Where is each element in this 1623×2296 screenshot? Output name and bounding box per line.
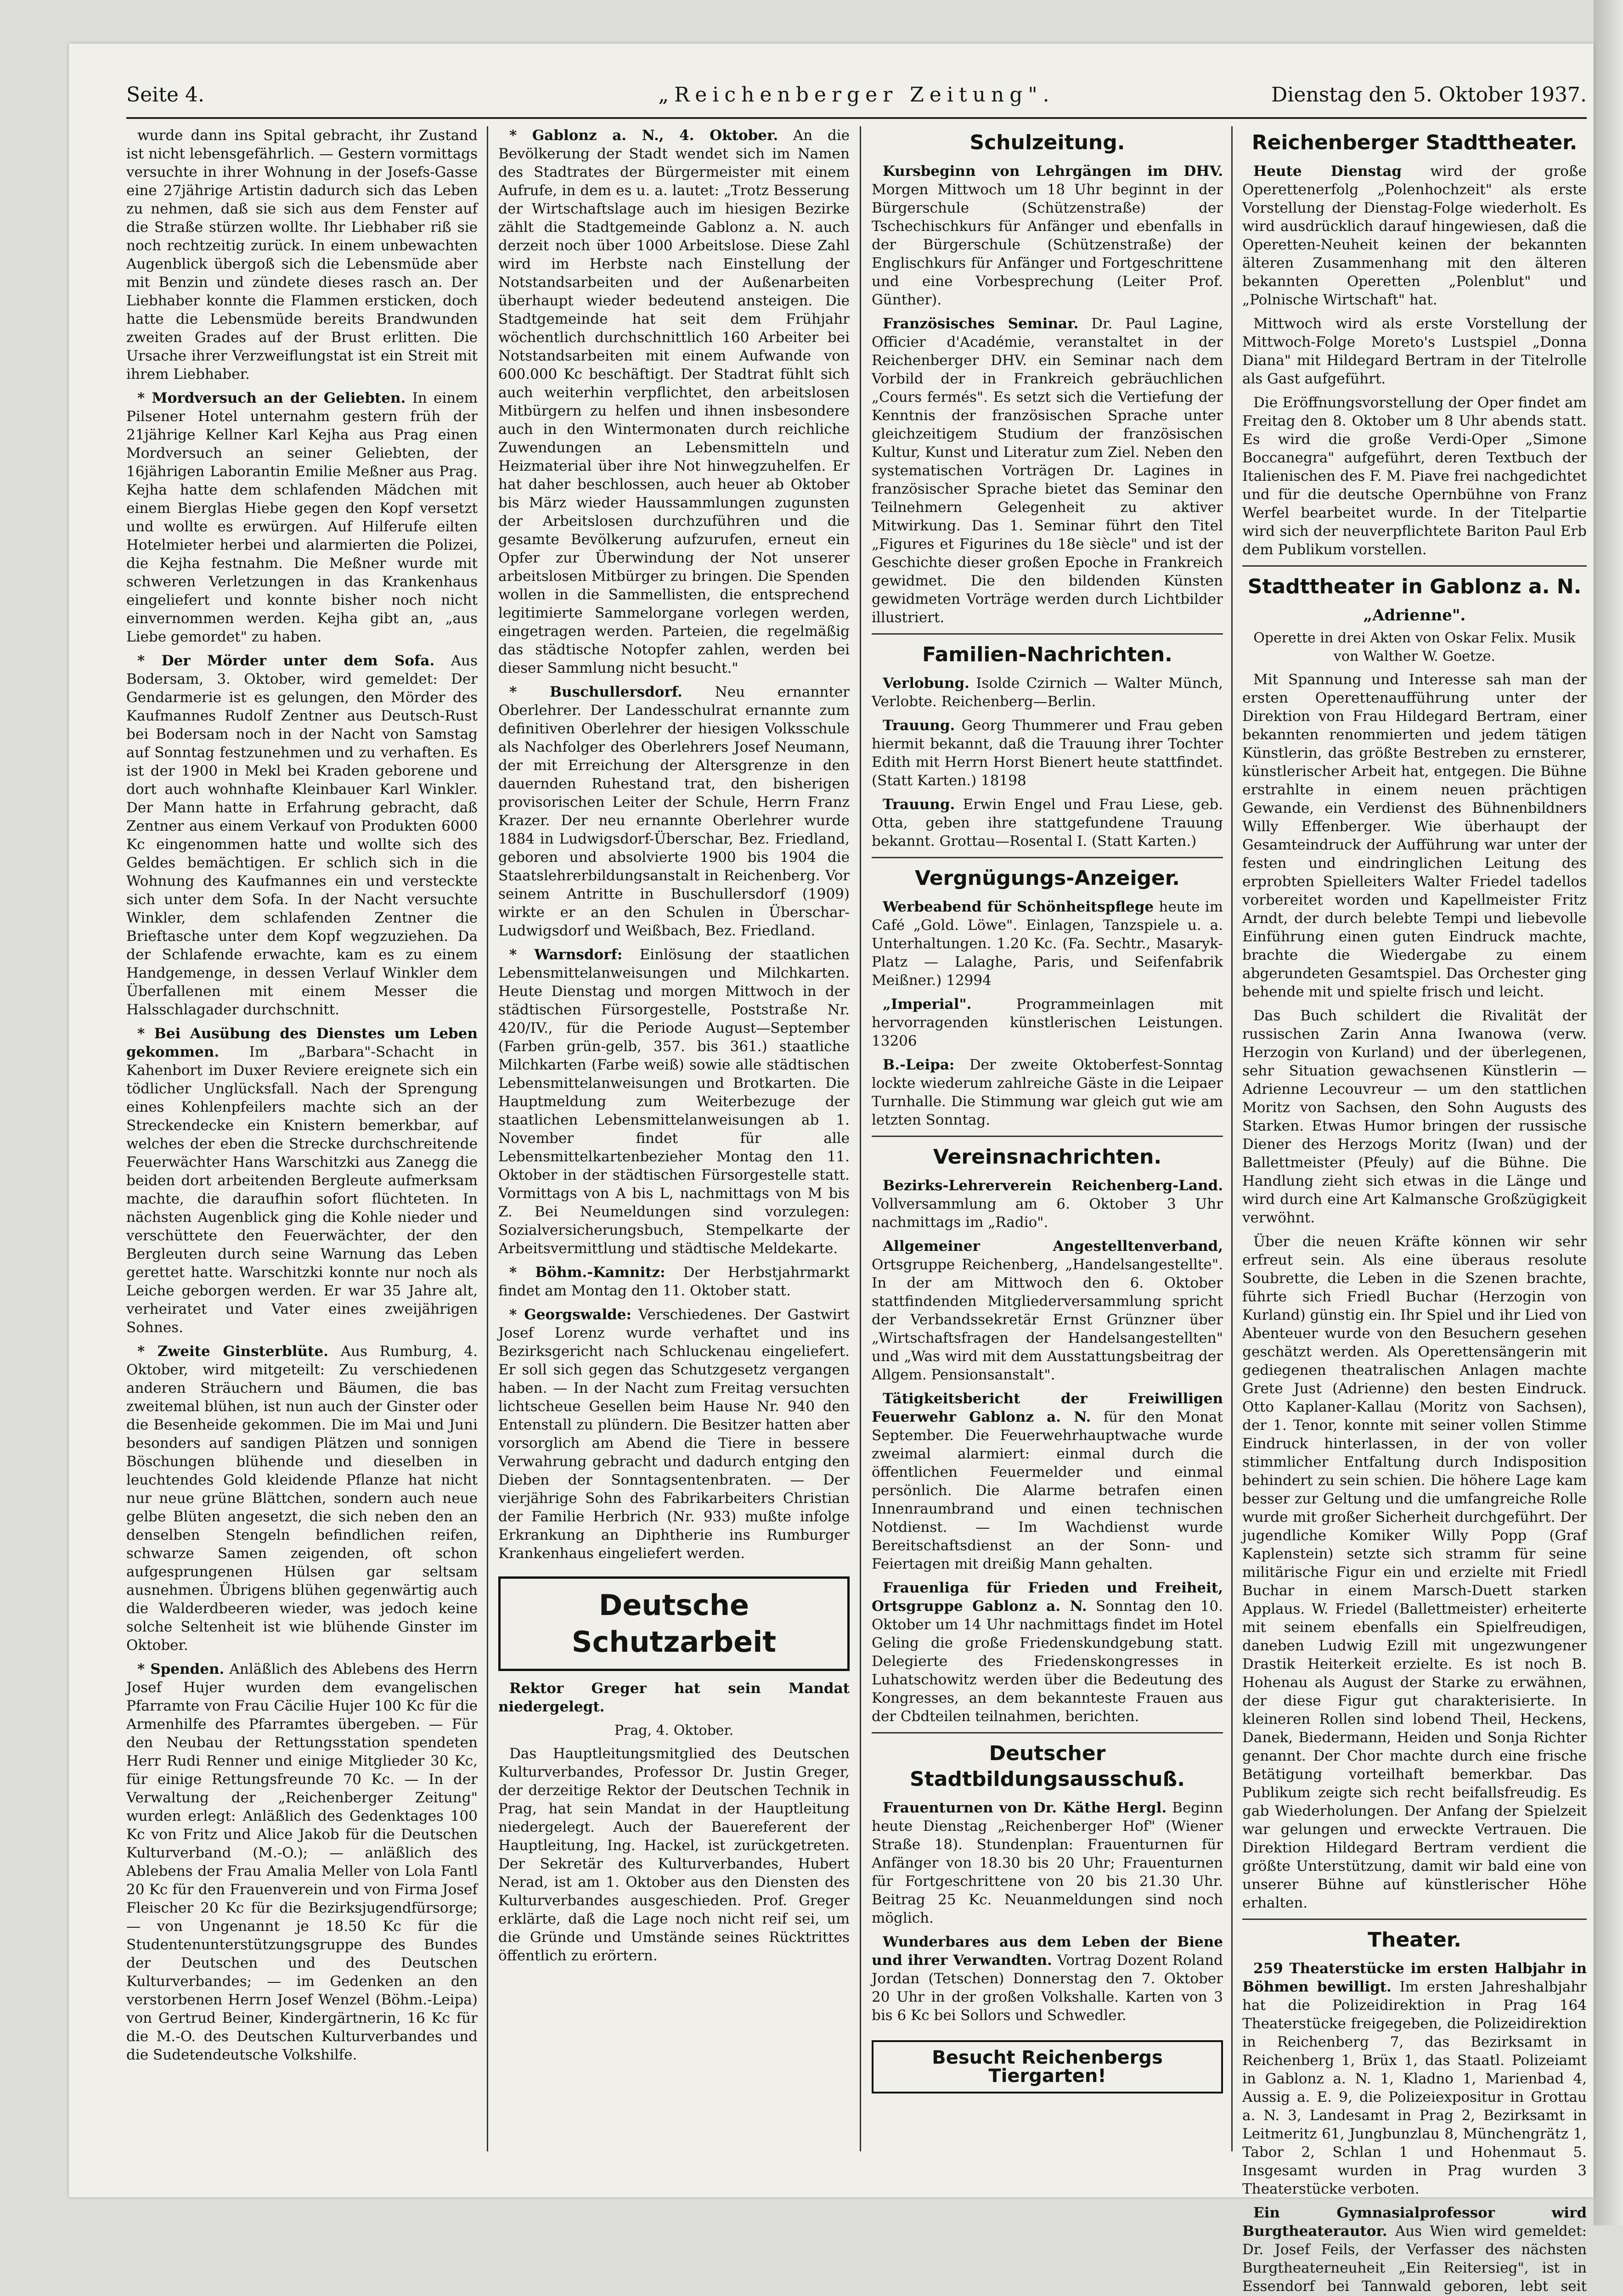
column-1 bbox=[126, 126, 478, 2151]
article-headline: Verlobung. bbox=[883, 675, 969, 692]
article bbox=[498, 683, 850, 940]
article-text: Erwin Engel und Frau Liese, geb. Otta, geben ihre stattgefundene Trauung bekannt. Grottau—Rosental I. (Statt Karten.) bbox=[872, 796, 1223, 850]
article-text: heute im Café „Gold. Löwe". Einlagen, Tanzspiele u. a. Unterhaltungen. 1.20 Kc. (Fa. Sechtr., Masaryk-Platz — Lalaghe, Paris, und Seifenfabrik Meißner.) 12994 bbox=[872, 899, 1223, 989]
article-headline: Trauung. bbox=[883, 796, 955, 813]
article-headline: Ein Gymnasialprofessor wird Burgtheaterautor. bbox=[1242, 2205, 1587, 2240]
article-text: Der Herbstjahrmarkt findet am Montag den 11. Oktober statt. bbox=[498, 1264, 850, 1299]
article-text: wurde dann ins Spital gebracht, ihr Zustand ist nicht lebensgefährlich. — Gestern vormittags versuchte in ihrer Wohnung in der Josefs-Gasse eine 27jährige Artistin dadurch sich das Leben zu nehmen, daß sie sich aus dem Fenster auf die Straße stürzen wollte. Ihr Liebhaber riß sie noch rechtzeitig zurück. In einem unbewachten Augenblick übergoß sich die Lebensmüde aber mit Benzin und zündete dieses rasch an. Der Liebhaber konnte die Flammen ersticken, doch hatte die Lebensmüde bereits Brandwunden zweiten Grades auf der Brust erlitten. Die Ursache ihrer Verzweiflungstat ist ein Streit mit ihrem Liebhaber. bbox=[126, 127, 478, 383]
dateline: Prag, 4. Oktober. bbox=[614, 1722, 734, 1739]
article-text: Das Hauptleitungsmitglied des Deutschen Kulturverbandes, Professor Dr. Justin Greger, der derzeitige Rektor der Deutschen Technik in Prag, hat sein Mandat in der Hauptleitung niedergelegt. Auch der Bauereferent der Hauptleitung, Ing. Hackel, ist zurückgetreten. Der Sekretär des Kulturverbandes, Hubert Nerad, ist am 1. Oktober aus den Diensten des Kulturverbandes ausgeschieden. Prof. Greger erklärte, daß die Lage noch nicht reif sei, um die Gründe und Umstände seines Rücktrittes öffentlich zu erörtern. bbox=[498, 1745, 850, 1964]
article-text: Mittwoch wird als erste Vorstellung der Mittwoch-Folge Moreto's Lustspiel „Donna Diana" mit Hildegard Bertram in der Titelrolle als Gast aufgeführt. bbox=[1242, 315, 1587, 387]
article bbox=[498, 1263, 850, 1300]
divider bbox=[872, 633, 1223, 635]
divider bbox=[1242, 565, 1587, 567]
article-text: Anläßlich des Ablebens des Herrn Josef Hujer wurden dem evangelischen Pfarramte von Frau Cäcilie Hujer 100 Kc für die Armenhilfe des Pfarramtes übergeben. — Für den Neubau der Rettungsstation spendeten Herr Rudi Renner und einige Mitglieder 30 Kc, für einige Rettungsfreunde 70 Kc. — In der Verwaltung der „Reichenberger Zeitung" wurden erlegt: Anläßlich des Gedenktages 100 Kc von Fritz und Alice Jakob für die Deutschen Kulturverband (M.-O.); — anläßlich des Ablebens der Frau Amalia Meller von Lola Fantl 20 Kc für den Frauenverein und von Firma Josef Fleischer 20 Kc für die Bezirksjugendfürsorge; — von Ungenannt je 18.50 Kc für die Studentenunterstützungsgruppe des Bundes der Deutschen und des Deutschen Kulturverbandes; — im Gedenken an den verstorbenen Herrn Josef Wenzel (Böhm.-Leipa) von Gertrud Beiner, Kindergärtnerin, 16 Kc für die M.-O. des Deutschen Kulturverbandes und die Sudetendeutsche Volkshilfe. bbox=[126, 1661, 478, 2063]
column-4 bbox=[1242, 126, 1587, 2295]
article-text: Dr. Paul Lagine, Officier d'Académie, veranstaltet in der Reichenberger DHV. ein Seminar nach dem Vorbild der in Frankreich gebräuchlichen „Cours fermés". Es setzt sich die Vertiefung der Kenntnis der französischen Sprache unter gleichzeitigem Studium der französischen Kultur, Kunst und Literatur zum Ziel. Neben den systematischen Vorträgen Dr. Lagines in französischer Sprache bietet das Seminar den Teilnehmern Gelegenheit zu aktiver Mitwirkung. Das 1. Seminar führt den Titel „Figures et Figurines du 18e siècle" und ist der Geschichte dieser großen Epoche in Frankreich gewidmet. Die den bildenden Künsten gewidmeten Vorträge werden durch Lichtbilder illustriert. bbox=[872, 315, 1223, 626]
article bbox=[872, 795, 1223, 850]
column-2 bbox=[498, 126, 850, 2151]
page-header bbox=[126, 80, 1587, 119]
article-text: An die Bevölkerung der Stadt wendet sich im Namen des Stadtrates der Bürgermeister mit einem Aufrufe, in dem es u. a. lautet: „Trotz Besserung der Wirtschaftslage auch im hiesigen Bezirke zählt die Stadtgemeinde Gablonz a. N. auch derzeit noch über 1000 Arbeitslose. Diese Zahl wird im Herbste nach Einstellung der Notstandsarbeiten und der Außenarbeiten überhaupt wieder bedeutend ansteigen. Die Stadtgemeinde hat seit dem Frühjahr wöchentlich durchschnittlich 160 Arbeiter bei Notstandsarbeiten mit einem Aufwande von 600.000 Kc beschäftigt. Der Stadtrat fühlt sich auch weiterhin verpflichtet, den arbeitslosen Mitbürgern zu helfen und ihnen insbesondere auch in den Wintermonaten durch reichliche Zuwendungen an Lebensmitteln und Heizmaterial über ihre Not hinwegzuhelfen. Er hat daher beschlossen, auch heuer ab Oktober bis März wieder Haussammlungen zugunsten der Arbeitslosen durchzuführen und die gesamte Bevölkerung aufzurufen, erneut ein Opfer zur Überwindung der Not unserer arbeitslosen Mitbürger zu bringen. Die Spenden wollen in die Sammellisten, die entsprechend legitimierte Sammelorgane vorlegen werden, eingetragen werden. Parteien, die regelmäßig das städtische Notopfer zahlen, werden bei dieser Sammlung nicht besucht." bbox=[498, 127, 850, 676]
article bbox=[498, 126, 850, 677]
article-headline: Heute Dienstag bbox=[1253, 163, 1402, 180]
page-number: Seite 4. bbox=[126, 83, 204, 107]
article bbox=[872, 674, 1223, 711]
section-title: Familien-Nachrichten. bbox=[922, 643, 1172, 666]
article-headline: * Warnsdorf: bbox=[509, 946, 623, 963]
advertisement-box: Besucht Reichenbergs Tiergarten! bbox=[872, 2040, 1223, 2093]
article-text: Verschiedenes. Der Gastwirt Josef Lorenz wurde verhaftet und ins Bezirksgericht nach Schluckenau eingeliefert. Er soll sich gegen das Schutzgesetz vergangen haben. — In der Nacht zum Freitag versuchten lichtscheue Gesellen beim Hause Nr. 940 den Entenstall zu plündern. Die Besitzer hatten aber vorsorglich am Abend die Tiere in bessere Verwahrung gebracht und dadurch entging den Dieben der Sonntagsentenbraten. — Der vierjährige Sohn des Fabrikarbeiters Christian der Familie Herbrich (Nr. 933) mußte infolge Erkrankung an Diphtherie ins Rumburger Krankenhaus eingeliefert werden. bbox=[498, 1306, 850, 1562]
article-headline: Rektor Greger hat sein Mandat niedergelegt. bbox=[498, 1680, 850, 1715]
article-headline: * Gablonz a. N., 4. Oktober. bbox=[509, 127, 778, 144]
article bbox=[872, 1579, 1223, 1726]
article-text: Im „Barbara"-Schacht in Kahenbort im Duxer Reviere ereignete sich ein tödlicher Unglücksfall. Nach der Sprengung eines Kohlenpfeilers machte sich an der Streckendecke ein Knistern bemerkbar, auf welches der eben die Strecke durchschreitende Feuerwächter Hans Warschitzki aus Zanegg die beiden dort arbeitenden Bergleute aufmerksam machte, die daraufhin sofort flüchteten. In nächsten Augenblick ging die Kohle nieder und verschüttete den Feuerwächter, der den Bergleuten durch seine Warnung das Leben gerettet hatte. Warschitzki konnte nur noch als Leiche geborgen werden. Er war 35 Jahre alt, verheiratet und Vater eines zweijährigen Sohnes. bbox=[126, 1044, 478, 1336]
article bbox=[872, 162, 1223, 309]
article-text: Isolde Czirnich — Walter Münch, Verlobte. Reichenberg—Berlin. bbox=[872, 675, 1223, 710]
article bbox=[126, 1660, 478, 2064]
article-headline: Frauenturnen von Dr. Käthe Hergl. bbox=[883, 1800, 1167, 1816]
article bbox=[498, 945, 850, 1258]
article bbox=[1242, 162, 1587, 309]
article-headline: * Der Mörder unter dem Sofa. bbox=[137, 653, 435, 669]
masthead-title: „Reichenberger Zeitung". bbox=[658, 83, 1055, 107]
article bbox=[126, 1024, 478, 1337]
article bbox=[872, 1933, 1223, 2025]
article-text: Aus Bodersam, 3. Oktober, wird gemeldet: Der Gendarmerie ist es gelungen, den Mörder des Kaufmannes Rudolf Zentner aus Deutsch-Rust bei Bodersam noch in der Nacht von Samstag auf Sonntag festzunehmen und zu verhaften. Es ist der 1900 in Mekl bei Kraden geborene und dort auch wohnhafte Kleinbauer Karl Winkler. Der Mann hatte in Erfahrung gebracht, daß Zentner aus einem Verkauf von Produkten 6000 Kc eingenommen hatte und wollte sich des Geldes bemächtigen. Er schlich sich in die Wohnung des Kaufmannes ein und versteckte sich unter dem Sofa. In der Nacht versuchte Winkler, dem schlafenden Zentner die Brieftasche unter dem Kopf wegzuziehen. Da der Schlafende erwachte, kam es zu einem Handgemenge, in dessen Verlauf Winkler dem Überfallenen mit einem Messer die Halsschlagader durchschnitt. bbox=[126, 653, 478, 1018]
article bbox=[872, 315, 1223, 627]
article-headline: * Spenden. bbox=[137, 1661, 225, 1677]
article bbox=[872, 1237, 1223, 1384]
column-rule bbox=[860, 126, 861, 2151]
article-headline bbox=[498, 1679, 850, 1716]
issue-date: Dienstag den 5. Oktober 1937. bbox=[1271, 83, 1587, 107]
divider bbox=[872, 1732, 1223, 1733]
article-headline: * Zweite Ginsterblüte. bbox=[137, 1343, 328, 1360]
article-text: Beginn heute Dienstag „Reichenberger Hof" (Wiener Straße 18). Stundenplan: Frauenturnen für Anfänger von 18.30 bis 20 Uhr; Frauenturnen für Fortgeschrittene von 20 bis 21.30 Uhr. Beitrag 25 Kc. Neuanmeldungen sind noch möglich. bbox=[872, 1800, 1223, 1926]
column-3 bbox=[872, 126, 1223, 2151]
article-text: Vollversammlung am 6. Oktober 3 Uhr nachmittags im „Radio". bbox=[872, 1196, 1223, 1231]
section-title: Schulzeitung. bbox=[969, 131, 1125, 154]
article bbox=[126, 652, 478, 1019]
article-headline: „Imperial". bbox=[883, 996, 972, 1013]
article-text: Morgen Mittwoch um 18 Uhr beginnt in der Bürgerschule (Schützenstraße) der Tschechischkurs für Anfänger und ebenfalls in der Bürgerschule (Schützenstraße) der Englischkurs für Anfänger und Fortgeschrittene und eine Vorbesprechung (Leiter Prof. Günther). bbox=[872, 181, 1223, 308]
article-text: Vortrag Dozent Roland Jordan (Tetschen) Donnerstag den 7. Oktober 20 Uhr in der großen Volkshalle. Karten von 3 bis 6 Kc bei Sollors und Schwedler. bbox=[872, 1952, 1223, 2024]
section-title: Deutscher Stadtbildungsausschuß. bbox=[910, 1742, 1185, 1791]
article-headline: Bezirks-Lehrerverein Reichenberg-Land. bbox=[883, 1177, 1223, 1194]
article-text: Die Eröffnungsvorstellung der Oper findet am Freitag den 8. Oktober um 8 Uhr abends statt. Es wird die große Verdi-Oper „Simone Boccanegra" aufgeführt, deren Textbuch der Italienischen des F. M. Piave frei nachgedichtet und für die deutsche Opernbühne von Franz Werfel bearbeitet wurde. In der Titelpartie wird sich der neuverpflichtete Bariton Paul Erb dem Publikum vorstellen. bbox=[1242, 394, 1587, 558]
column-rule bbox=[487, 126, 488, 2151]
article bbox=[872, 1390, 1223, 1573]
review-title: „Adrienne". bbox=[1363, 606, 1466, 625]
article-text: Das Buch schildert die Rivalität der russischen Zarin Anna Iwanowa (verw. Herzogin von Kurland) und der überlegenen, sehr Situation gewachsenen Künstlerin — Adrienne Lecouvreur — um den stattlichen Moritz von Sachsen, den Sohn Augusts des Starken. Etwas Humor bringen der russische Diener des Herzogs Moritz (Iwan) und der Ballettmeister (Pfeuly) auf die Bühne. Die Handlung zieht sich etwas in die Länge und wird durch eine Art Kalmansche Großzügigkeit verwöhnt. bbox=[1242, 1007, 1587, 1226]
article-headline: Allgemeiner Angestelltenverband, bbox=[883, 1238, 1223, 1255]
divider bbox=[1242, 1919, 1587, 1920]
article-headline: Trauung. bbox=[883, 717, 955, 734]
article-headline: * Georgswalde: bbox=[509, 1306, 631, 1323]
article-text: Georg Thummerer und Frau geben hiermit bekannt, daß die Trauung ihrer Tochter Edith mit Herrn Horst Bienert heute stattfindet. (Statt Karten.) 18198 bbox=[872, 717, 1223, 789]
article-text: Ortsgruppe Reichenberg, „Handelsangestellte". In der am Mittwoch den 6. Oktober stattfindenden Mitgliederversammlung spricht der Verbandssekretär Ernst Grünzner über „Wirtschaftsfragen der Handelsangestellten" und „Was wird mit dem Ausstattungsbeitrag der Allgem. Pensionsanstalt". bbox=[872, 1256, 1223, 1383]
article bbox=[498, 1306, 850, 1563]
article bbox=[1242, 2204, 1587, 2296]
section-title: Vereinsnachrichten. bbox=[933, 1145, 1162, 1169]
article-headline: Wunderbares aus dem Leben der Biene und ihrer Verwandten. bbox=[872, 1934, 1223, 1969]
article-headline: * Bei Ausübung des Dienstes um Leben gekommen. bbox=[126, 1025, 478, 1060]
article-headline: Kursbeginn von Lehrgängen im DHV. bbox=[883, 163, 1223, 180]
column-rule bbox=[1231, 126, 1233, 2151]
review-subtitle: Operette in drei Akten von Oskar Felix. Musik von Walther W. Goetze. bbox=[1253, 630, 1576, 664]
article bbox=[872, 995, 1223, 1050]
article-text: Im ersten Jahreshalbjahr hat die Polizeidirektion in Prag 164 Theaterstücke freigegeben, die Polizeidirektion in Reichenberg 7, das Bezirksamt in Reichenberg 1, Brüx 1, das Staatl. Polizeiamt in Gablonz a. N. 1, Kladno 1, Marienbad 4, Aussig a. E. 9, die Polizeiexpositur in Grottau a. N. 3, Landesamt in Prag 2, Bezirksamt in Leitmeritz 61, Jungbunzlau 8, Münchengrätz 1, Tabor 2, Schlan 1 und Hohenmaut 5. Insgesamt wurden in Prag wurden 3 Theaterstücke verboten. bbox=[1242, 1979, 1587, 2197]
article-text: Mit Spannung und Interesse sah man der ersten Operettenaufführung unter der Direktion von Frau Hildegard Bertram, einer bekannten renommierten und jedem tätigen Künstlerin, das größte Bestreben zu ernsterer, künstlerischer Arbeit hat, entgegen. Die Bühne erstrahlte in einem neuen prächtigen Gewande, ein Verdienst des Bühnenbildners Willy Effenberger. Wie überhaupt der Gesamteindruck der Aufführung war unter der festen und eindringlichen Leitung des erprobten Spielleiters Walter Friedel tadellos vorbereitet worden und Kapellmeister Fritz Arndt, der durch belebte Tempi und liebevolle Einführung einen guten Eindruck machte, brachte die Wiedergabe zu einem abgerundeten Gesamtspiel. Das Orchester ging behende mit und spielte frisch und leicht. bbox=[1242, 671, 1587, 1000]
article-headline: Frauenliga für Frieden und Freiheit, Ortsgruppe Gablonz a. N. bbox=[872, 1580, 1223, 1615]
article bbox=[872, 716, 1223, 790]
article-headline: Tätigkeitsbericht der Freiwilligen Feuerwehr Gablonz a. N. bbox=[872, 1390, 1223, 1425]
article-headline: 259 Theaterstücke im ersten Halbjahr in Böhmen bewilligt. bbox=[1242, 1960, 1587, 1995]
article-text: Einlösung der staatlichen Lebensmittelanweisungen und Milchkarten. Heute Dienstag und morgen Mittwoch in der städtischen Fürsorgestelle, Poststraße Nr. 420/IV., für die Periode August—September (Farben grün-gelb, 357. bis 361.) staatliche Milchkarten (Farbe weiß) sowie alle städtischen Lebensmittelanweisungen und Brotkarten. Die Hauptmeldung zum Weiterbezuge der staatlichen Lebensmittelanweisungen ab 1. November findet für alle Lebensmittelkartenbezieher Montag den 11. Oktober in der städtischen Fürsorgestelle statt. Vormittags von A bis L, nachmittags von M bis Z. Bei Neumeldungen sind vorzulegen: Sozialversicherungsbuch, Stempelkarte der Arbeitsvermittlung und städtische Meldekarte. bbox=[498, 946, 850, 1257]
article-headline: Französisches Seminar. bbox=[883, 315, 1079, 332]
article-headline: * Buschullersdorf. bbox=[509, 684, 682, 700]
article bbox=[872, 1176, 1223, 1232]
article-headline: * Böhm.-Kamnitz: bbox=[509, 1264, 665, 1281]
article bbox=[126, 389, 478, 646]
page-edge bbox=[1594, 0, 1623, 2225]
article-text: für den Monat September. Die Feuerwehrhauptwache wurde zweimal alarmiert: einmal durch die öffentlichen Feuermelder und einmal persönlich. Die Alarme betrafen einen Innenraumbrand und einen technischen Notdienst. — Im Wachdienst wurde Bereitschaftsdienst an der Sonn- und Feiertagen mit dreißig Mann gehalten. bbox=[872, 1409, 1223, 1572]
article-headline: * Mordversuch an der Geliebten. bbox=[137, 390, 406, 406]
article-text: In einem Pilsener Hotel unternahm gestern früh der 21jährige Kellner Karl Kejha aus Prag einen Mordversuch an seiner Geliebten, der 16jährigen Laborantin Emilie Meßner aus Prag. Kejha hatte dem schlafenden Mädchen mit einem Bierglas Hiebe gegen den Kopf versetzt und wollte es erwürgen. Auf Hilferufe eilten Hotelmieter herbei und alarmierten die Polizei, die Kejha festnahm. Die Meßner wurde mit schweren Verletzungen in das Krankenhaus eingeliefert und konnte bisher noch nicht einvernommen werden. Kejha gibt an, „aus Liebe gemordet" zu haben. bbox=[126, 390, 478, 645]
divider bbox=[872, 1136, 1223, 1137]
article bbox=[1242, 1959, 1587, 2198]
article-text: Neu ernannter Oberlehrer. Der Landesschulrat ernannte zum definitiven Oberlehrer der hiesigen Volksschule als Nachfolger des Oberlehrers Josef Neumann, der mit Erreichung der Altersgrenze in den dauernden Ruhestand trat, den bisherigen provisorischen Leiter der Schule, Herrn Franz Krazer. Der neu ernannte Oberlehrer wurde 1884 in Ludwigsdorf-Überschar, Bez. Friedland, geboren und absolvierte 1900 bis 1904 die Staatslehrerbildungsanstalt in Reichenberg. Vor seinem Antritte in Buschullersdorf (1909) wirkte er an den Schulen in Überschar-Ludwigsdorf und Weißbach, Bez. Friedland. bbox=[498, 684, 850, 939]
article-text: Der zweite Oktoberfest-Sonntag lockte wiederum zahlreiche Gäste in die Leipaer Turnhalle. Die Stimmung war gleich gut wie am letzten Sonntag. bbox=[872, 1057, 1223, 1128]
newspaper-page bbox=[69, 44, 1594, 2295]
divider bbox=[872, 857, 1223, 858]
section-title: Reichenberger Stadttheater. bbox=[1251, 131, 1578, 154]
article-text: Über die neuen Kräfte können wir sehr erfreut sein. Als eine überaus resolute Soubrette, die Leben in die Szenen brachte, führte sich Friedl Buchar (Herzogin von Kurland) günstig ein. Ihr Spiel und ihr Lied von Abenteuer wurde von den Besuchern gesehen geschätzt werden. Als Operettensängerin mit gediegenen theatralischen Anlagen machte Grete Just (Adrienne) den besten Eindruck. Otto Kaplaner-Kallau (Moritz von Sachsen), der 1. Tenor, konnte mit seiner vollen Stimme Eindruck hinterlassen, in der von voller stimmlicher Entfaltung durch Indisposition behindert zu sein schien. Die höhere Lage kam besser zur Geltung und die umfangreiche Rolle wurde mit großer Sicherheit durchgeführt. Der jugendliche Komiker Willy Popp (Graf Kaplenstein) setzte sich stramm für seine militärische Figur ein und erzielte mit Friedl Buchar in einem Marsch-Duett starken Applaus. W. Friedel (Ballettmeister) erheiterte mit seinem ebenfalls ein Spielfreudigen, daneben Ludwig Ezill mit ungezwungener Drastik Heiterkeit erzielte. Es ist noch B. Hohenau als August der Starke zu erwähnen, der diese Figur gut charakterisierte. In kleineren Rollen sind lobend Theil, Heckens, Danek, Biedermann, Heiden und Sonja Richter genannt. Der Chor machte durch eine frische Betätigung vorteilhaft bemerkbar. Das Publikum zeigte sich recht beifallsfreudig. Es gab Wiederholungen. Der Anfang der Spielzeit war gelungen und erweckte Vertrauen. Die Direktion Hildegard Bertram verdient die größte Unterstützung, damit wir bald eine von unserer Bühne auf künstlerischer Höhe erhalten. bbox=[1242, 1233, 1587, 1911]
article-text: Aus Rumburg, 4. Oktober, wird mitgeteilt: Zu verschiedenen anderen Sträuchern und Bäumen, die bas zweitemal blühen, ist nun auch der Ginster oder die Besenheide gekommen. Die im Mai und Juni besonders auf sandigen Plätzen und sonnigen Böschungen blühende und dieselben in leuchtendes Gold kleidende Pflanze hat nicht nur neue grüne Blättchen, sondern auch neue gelbe Blüten angesetzt, die sich neben den an denselben Stengeln befindlichen reifen, schwarze Samen zeigenden, oft schon aufgesprungenen Hülsen gar seltsam ausnehmen. Übrigens blühen gegenwärtig auch die Walderdbeeren wieder, was jedoch keine solche Seltenheit ist wie blühende Ginster im Oktober. bbox=[126, 1343, 478, 1654]
article-text: Sonntag den 10. Oktober um 14 Uhr nachmittags findet im Hotel Geling die große Friedenskundgebung statt. Delegierte des Friedenskongresses in Luhatschowitz werden über die Bedeutung des Kongresses, an dem bekannteste Frauen aus der Cbdteilen teilnahmen, berichten. bbox=[872, 1598, 1223, 1725]
section-title: Vergnügungs-Anzeiger. bbox=[915, 867, 1180, 890]
section-title: Stadttheater in Gablonz a. N. bbox=[1247, 575, 1582, 598]
section-title: Theater. bbox=[1368, 1928, 1461, 1952]
article-text: wird der große Operettenerfolg „Polenhochzeit" als erste Vorstellung der Dienstag-Folge wiederholt. Es wird ausdrücklich darauf hingewiesen, daß die Operetten-Neuheit keinen der bekannten älteren Zusammenhang mit den älteren bekannten Operetten „Polenblut" und „Polnische Wirtschaft" hat. bbox=[1242, 163, 1587, 308]
article-text: Aus Wien wird gemeldet: Dr. Josef Feils, der Verfasser des nächsten Burgtheaterneuheit „Ein Reitersieg", ist in Essendorf bei Tannwald geboren, lebt seit bbox=[1242, 2223, 1587, 2295]
article bbox=[872, 1799, 1223, 1927]
article-headline: Werbeabend für Schönheitspflege bbox=[883, 899, 1154, 915]
article bbox=[126, 1342, 478, 1654]
article-headline: B.-Leipa: bbox=[883, 1057, 955, 1073]
article bbox=[872, 898, 1223, 990]
article bbox=[872, 1056, 1223, 1129]
section-box-title: Deutsche Schutzarbeit bbox=[498, 1576, 850, 1671]
article-text: Programmeinlagen mit hervorragenden künstlerischen Leistungen. 13206 bbox=[872, 996, 1223, 1049]
